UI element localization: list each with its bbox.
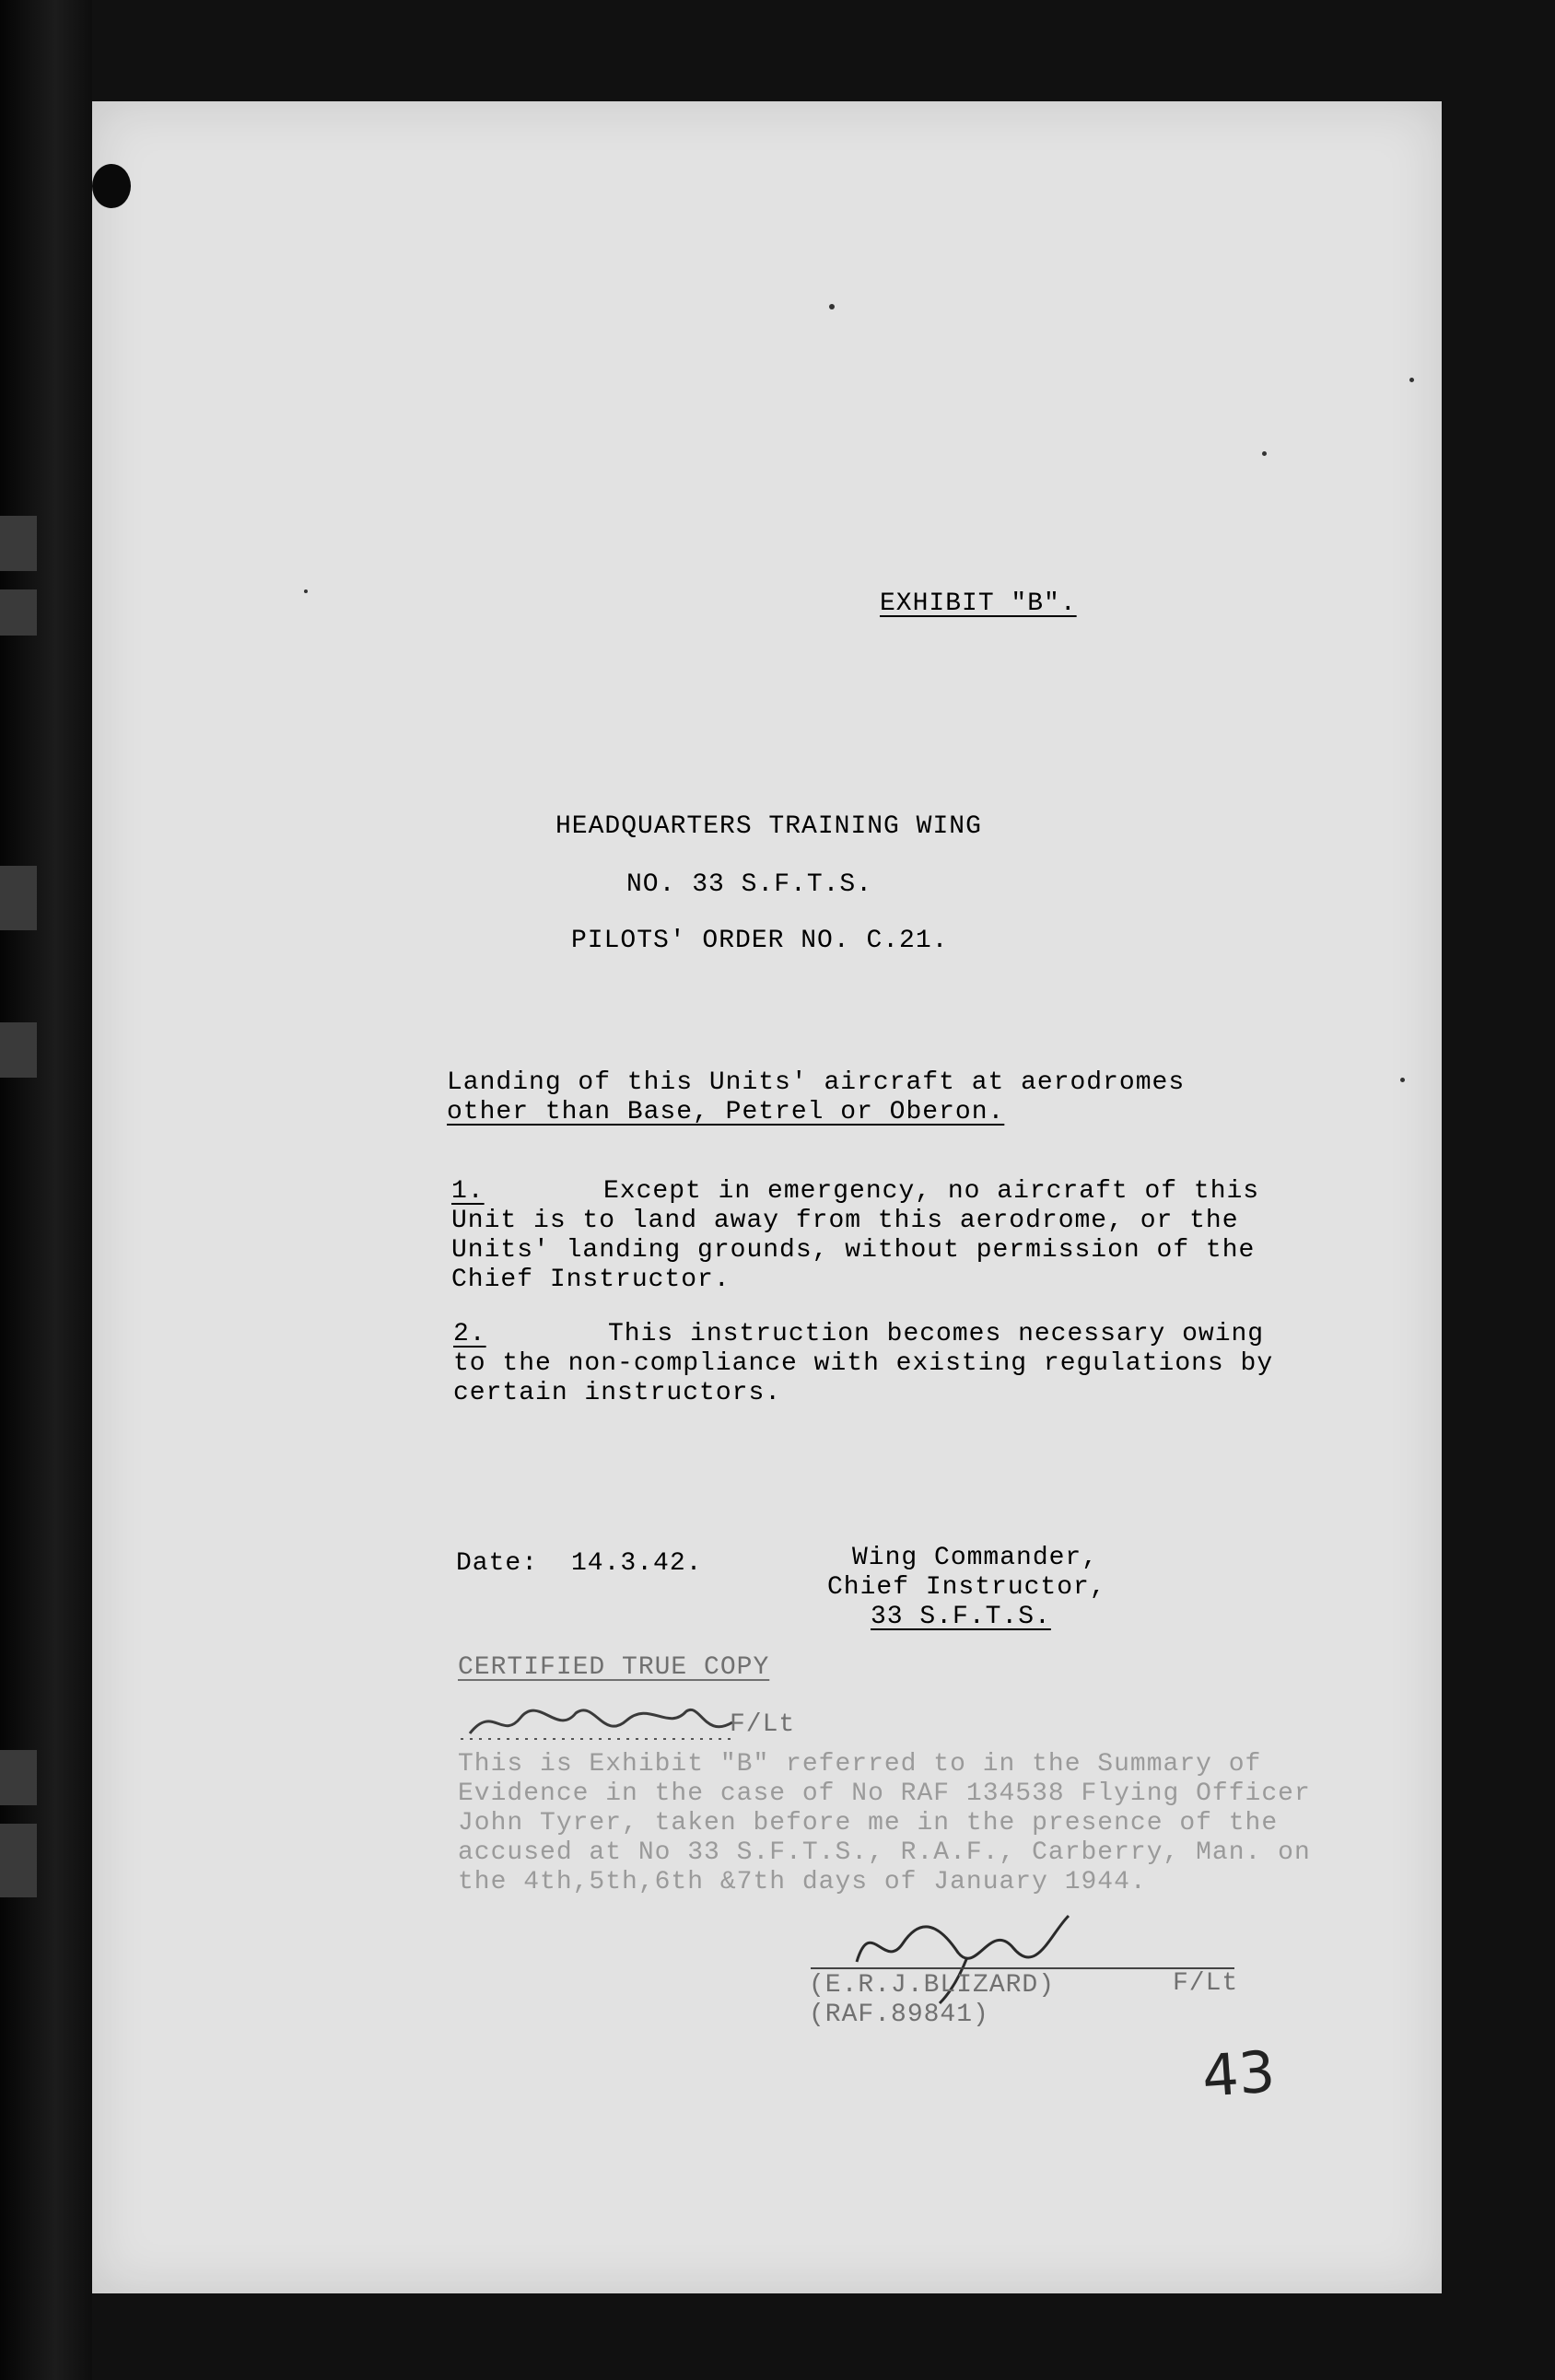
speck [829,304,835,309]
page-number: 43 [1199,2037,1278,2110]
speck [1409,378,1414,382]
signature-line [811,1967,1234,1969]
date-label: Date: [456,1549,539,1578]
certified-heading: CERTIFIED TRUE COPY [458,1653,770,1682]
paragraph-1-line: Units' landing grounds, without permission of the [451,1236,1256,1265]
certification-line: accused at No 33 S.F.T.S., R.A.F., Carberry, Man. on [458,1838,1311,1867]
punch-hole [92,164,131,208]
subject-line-2: other than Base, Petrel or Oberon. [447,1098,1005,1126]
film-mark [0,1750,37,1805]
signatory-title: Chief Instructor, [827,1573,1106,1602]
paragraph-1-line: Except in emergency, no aircraft of this [603,1177,1260,1206]
paragraph-2-line: This instruction becomes necessary owing [608,1320,1265,1348]
paragraph-2-line: certain instructors. [453,1379,782,1407]
exhibit-label: EXHIBIT "B". [880,589,1077,618]
subject-line-1: Landing of this Units' aircraft at aerodromes [447,1068,1186,1097]
speck [304,589,308,593]
signatory-unit: 33 S.F.T.S. [871,1603,1051,1631]
officer-rank: F/Lt [1173,1969,1239,1998]
certification-line: This is Exhibit "B" referred to in the Summary of [458,1750,1262,1779]
film-mark [0,866,37,930]
speck [1400,1078,1405,1082]
certification-line: John Tyrer, taken before me in the presence of the [458,1809,1279,1838]
officer-name: (E.R.J.BLIZARD) [809,1971,1056,2000]
certification-line: Evidence in the case of No RAF 134538 Flying Officer [458,1779,1311,1808]
header-unit: HEADQUARTERS TRAINING WING [555,812,982,841]
paragraph-1-line: Unit is to land away from this aerodrome, or the [451,1207,1239,1235]
paragraph-number: 2. [453,1320,486,1348]
header-school: NO. 33 S.F.T.S. [626,870,873,899]
signatory-rank: Wing Commander, [852,1544,1099,1572]
speck [1262,451,1267,456]
date-value: 14.3.42. [571,1549,703,1578]
paragraph-2-line: to the non-compliance with existing regulations by [453,1349,1274,1378]
certification-line: the 4th,5th,6th &7th days of January 1944. [458,1868,1147,1896]
paragraph-number: 1. [451,1177,485,1206]
officer-number: (RAF.89841) [809,2001,989,2029]
film-mark [0,1022,37,1078]
film-edge [0,0,92,2380]
film-mark [0,589,37,636]
certifying-signature [456,1695,751,1750]
paragraph-1-line: Chief Instructor. [451,1266,731,1294]
film-mark [0,1824,37,1897]
certifying-rank: F/Lt [730,1710,796,1739]
order-number: PILOTS' ORDER NO. C.21. [571,927,949,955]
film-mark [0,516,37,571]
